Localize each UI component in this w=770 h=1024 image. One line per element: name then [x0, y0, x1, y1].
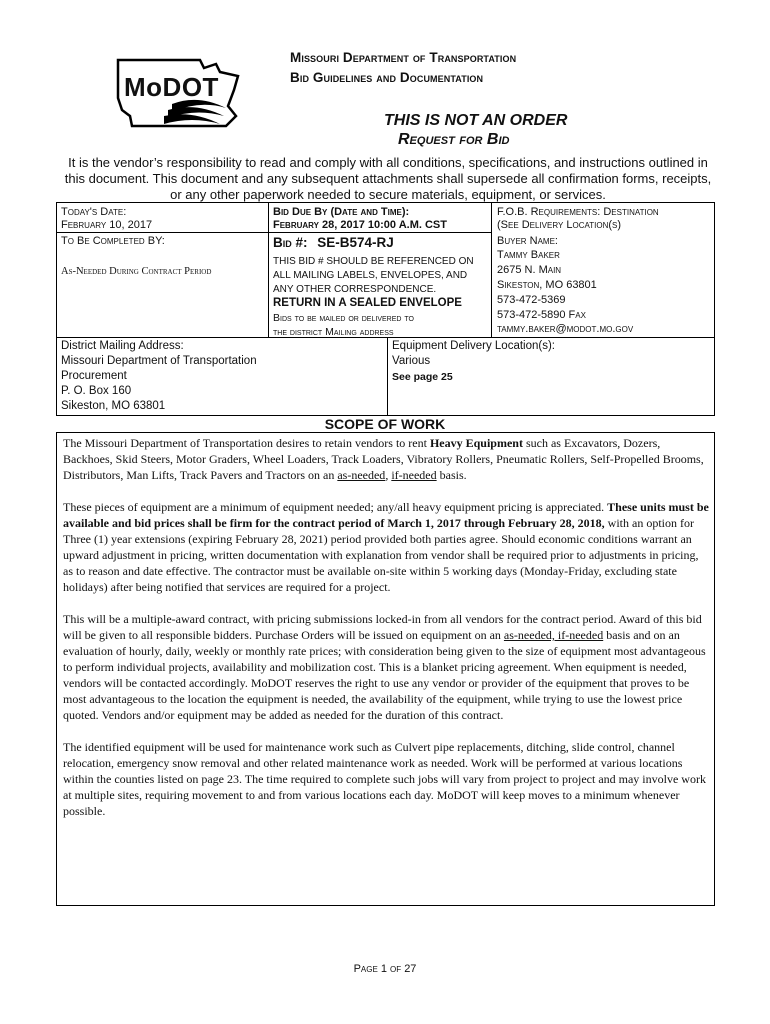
- buyer-address-1: 2675 N. Main: [497, 264, 562, 276]
- sealed-envelope-notice: RETURN IN A SEALED ENVELOPE: [273, 297, 462, 309]
- todays-date-value: February 10, 2017: [61, 219, 153, 231]
- bid-due-value: February 28, 2017 10:00 A.M. CST: [273, 219, 447, 231]
- delivery-location-label: Equipment Delivery Location(s):: [392, 340, 555, 352]
- bid-reference-line-1: THIS BID # SHOULD BE REFERENCED ON: [273, 256, 474, 267]
- buyer-phone: 573-472-5369: [497, 294, 566, 306]
- request-for-bid-title: Request for Bid: [398, 131, 510, 148]
- mailing-address-line-2: Procurement: [61, 370, 127, 382]
- fob-delivery-note: (See Delivery Location(s): [497, 219, 622, 231]
- agency-name: Missouri Department of Transportation: [290, 50, 517, 65]
- todays-date-label: Today's Date:: [61, 206, 127, 218]
- mailing-address-line-1: Missouri Department of Transportation: [61, 355, 257, 367]
- scope-of-work-heading: SCOPE OF WORK: [324, 416, 446, 432]
- scope-paragraph-3: [63, 611, 711, 723]
- contract-period-emphasis: These units must be available and bid prices shall be firm for the contract period of March 1, 2017 through February 28, 2018,: [63, 500, 709, 530]
- as-needed-if-needed-underline: as-needed, if-needed: [503, 628, 604, 642]
- as-needed-underline: as-needed: [337, 468, 386, 482]
- scope-p1-text-a: The Missouri Department of Transportation desires to retain vendors to rent: [63, 436, 430, 450]
- scope-p2-text-a: These pieces of equipment are a minimum of equipment needed; any/all heavy equipment pricing is appreciated.: [63, 500, 608, 514]
- page-number: Page 1 of 27: [353, 963, 417, 975]
- fob-requirements: F.O.B. Requirements: Destination: [497, 206, 659, 218]
- vendor-responsibility-intro: It is the vendor’s responsibility to read and comply with all conditions, specifications, and instructions outlined in this document. This document and any subsequent attachments shall supersede all confirmation forms, receipts, or any other paperwork needed to secure materials, equipment, or services.: [64, 155, 712, 202]
- scope-p3-text-b: basis and on an evaluation of hourly, daily, weekly or monthly rate prices; with consideration being given to the size of equipment most advantageous to perform individual projects, availability and mobilization cost. This is a blanket pricing agreement. When equipment is needed, vendors will be contacted accordingly. MoDOT reserves the right to use any vendor or provider of the equipment that proves to be most advantageous to the location the equipment is needed, the availability of the equipment, while trying to use the lowest price quoted. Vendors and/or equipment may be added as needed for the duration of this contract.: [63, 628, 706, 722]
- bid-number-label: Bid #:: [273, 235, 308, 250]
- bid-reference-line-3: ANY OTHER CORRESPONDENCE.: [273, 284, 437, 295]
- buyer-email[interactable]: tammy.baker@modot.mo.gov: [497, 323, 634, 335]
- buyer-address-2: Sikeston, MO 63801: [497, 279, 597, 291]
- scope-paragraph-4: The identified equipment will be used for maintenance work such as Culvert pipe replacements, ditching, slide control, channel relocation, emergency snow removal and other related maintenance work as needed. Work will be performed at various locations within the counties listed on page 23. The time required to complete such jobs will vary from project to project and may involve work at multiple sites, requiring movement to and from various locations each day. MoDOT will keep moves to a minimum whenever possible.: [63, 740, 706, 818]
- scope-p1-text-d: basis.: [436, 468, 467, 482]
- delivery-see-page: See page 25: [392, 371, 453, 383]
- mailing-address-label: District Mailing Address:: [61, 340, 184, 352]
- scope-paragraph-1: [63, 435, 711, 483]
- logo-text: MoDOT: [124, 72, 219, 102]
- buyer-name-label: Buyer Name:: [497, 235, 558, 247]
- not-an-order-notice: THIS IS NOT AN ORDER: [384, 112, 568, 129]
- address-table: [56, 338, 715, 416]
- mailing-address-line-4: Sikeston, MO 63801: [61, 400, 166, 412]
- mail-instructions-line-1: Bids to be mailed or delivered to: [273, 312, 414, 324]
- modot-logo: [108, 54, 248, 132]
- completion-value: As-Needed During Contract Period: [61, 266, 212, 277]
- heavy-equipment-emphasis: Heavy Equipment: [429, 436, 523, 450]
- scope-of-work-body: [63, 435, 711, 835]
- mailing-address-line-3: P. O. Box 160: [61, 385, 132, 397]
- buyer-fax: 573-472-5890 Fax: [497, 309, 586, 321]
- bid-info-table: [56, 202, 715, 338]
- completion-label: To Be Completed BY:: [61, 235, 165, 247]
- scope-p1-separator: ,: [385, 468, 392, 482]
- bid-due-label: Bid Due By (Date and Time):: [273, 206, 410, 218]
- scope-p3-text-a: This will be a multiple-award contract, with pricing submissions locked-in from all vendors for the contract period. Award of this bid will be given to all responsible bidders. Purchase Orders will be issued on equipment on an: [63, 612, 702, 642]
- scope-of-work-box: [56, 432, 715, 906]
- bid-number: [273, 236, 394, 249]
- bid-number-value: SE-B574-RJ: [317, 235, 394, 250]
- mail-instructions-line-2: the district Mailing address: [273, 326, 394, 338]
- buyer-name: Tammy Baker: [497, 249, 560, 261]
- document-title: Bid Guidelines and Documentation: [290, 70, 484, 85]
- if-needed-underline: if-needed: [391, 468, 437, 482]
- scope-paragraph-2: [63, 499, 711, 595]
- scope-p2-text-b: with an option for Three (1) year extensions (expiring February 28, 2021) period provided both parties agree. Should economic conditions warrant an upward adjustment in pricing, written documentation with explanation from vendor shall be required prior to adjustments in pricing, as to reason and date effective. The contractor must be available on-site within 5 working days (Monday-Friday, excluding state holidays) after being notified that services are required for a project.: [63, 516, 699, 594]
- delivery-location-value: Various: [392, 355, 431, 367]
- bid-reference-line-2: ALL MAILING LABELS, ENVELOPES, AND: [273, 270, 468, 281]
- scope-p1-text-b: such as Excavators, Dozers, Backhoes, Skid Steers, Motor Graders, Wheel Loaders, Track Loaders, Vibratory Rollers, Pneumatic Rollers, Self-Propelled Brooms, Distributors, Man Lifts, Track Pavers and Tractors on an: [63, 436, 704, 482]
